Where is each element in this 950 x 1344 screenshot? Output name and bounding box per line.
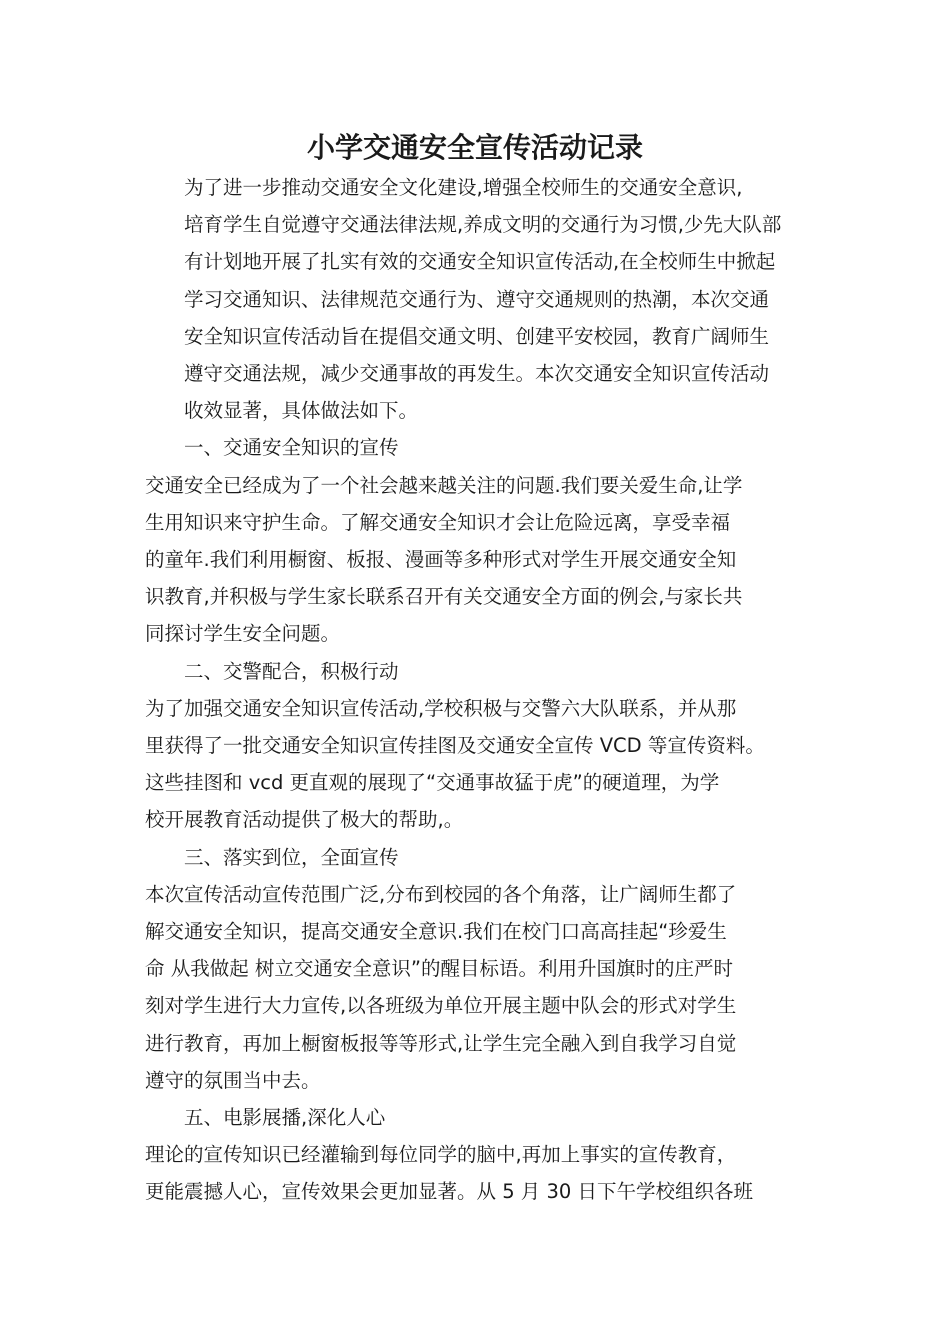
text-line: 校开展教育活动提供了极大的帮助,。 [145, 808, 464, 832]
document-title: 小学交通安全宣传活动记录 [306, 131, 643, 164]
paragraph [145, 1136, 810, 1210]
text-line: 刻对学生进行大力宣传,以各班级为单位开展主题中队会的形式对学生 [145, 994, 737, 1018]
text-line: 交通安全已经成为了一个社会越来越关注的问题.我们要关爱生命,让学 [145, 473, 743, 497]
text-line: 本次宣传活动宣传范围广泛,分布到校园的各个角落，让广阔师生都了 [145, 882, 737, 906]
text-line: 解交通安全知识，提高交通安全意识.我们在校门口高高挂起“珍爱生 [145, 920, 727, 944]
paragraph [145, 169, 810, 429]
paragraph [145, 467, 810, 653]
paragraph [145, 429, 810, 466]
text-line: 命 从我做起 树立交通安全意识”的醒目标语。利用升国旗时的庄严时 [145, 957, 733, 981]
document-body [145, 169, 810, 1211]
paragraph [145, 653, 810, 690]
text-line: 安全知识宣传活动旨在提倡交通文明、创建平安校园，教育广阔师生 [184, 324, 770, 348]
text-line: 更能震撼人心，宣传效果会更加显著。从 5 月 30 日下午学校组织各班 [145, 1180, 754, 1204]
text-line: 的童年.我们利用橱窗、板报、漫画等多种形式对学生开展交通安全知 [145, 548, 737, 572]
text-line: 培育学生自觉遵守交通法律法规,养成文明的交通行为习惯,少先大队部 [184, 213, 782, 237]
text-line: 遵守交通法规，减少交通事故的再发生。本次交通安全知识宣传活动 [184, 362, 770, 386]
text-line: 三、落实到位，全面宣传 [184, 845, 399, 869]
text-line: 进行教育，再加上橱窗板报等等形式,让学生完全融入到自我学习自觉 [145, 1031, 737, 1055]
text-line: 有计划地开展了扎实有效的交通安全知识宣传活动,在全校师生中掀起 [184, 250, 776, 274]
text-line: 五、电影展播,深化人心 [184, 1106, 386, 1130]
text-line: 二、交警配合，积极行动 [184, 659, 399, 683]
text-line: 为了进一步推动交通安全文化建设,增强全校师生的交通安全意识, [184, 176, 743, 199]
text-line: 识教育,并积极与学生家长联系召开有关交通安全方面的例会,与家长共 [145, 585, 743, 609]
text-line: 这些挂图和 vcd 更直观的展现了“交通事故猛于虎”的硬道理，为学 [145, 771, 720, 795]
paragraph [145, 839, 810, 876]
text-line: 遵守的氛围当中去。 [145, 1068, 321, 1092]
paragraph [145, 690, 810, 839]
text-line: 同探讨学生安全问题。 [145, 622, 341, 646]
text-line: 为了加强交通安全知识宣传活动,学校积极与交警六大队联系，并从那 [145, 696, 737, 720]
text-line: 里获得了一批交通安全知识宣传挂图及交通安全宣传 VCD 等宣传资料。 [145, 734, 765, 758]
paragraph [145, 1099, 810, 1136]
paragraph [145, 876, 810, 1099]
text-line: 理论的宣传知识已经灌输到每位同学的脑中,再加上事实的宣传教育， [145, 1143, 737, 1167]
text-line: 学习交通知识、法律规范交通行为、遵守交通规则的热潮，本次交通 [184, 287, 770, 311]
text-line: 一、交通安全知识的宣传 [184, 436, 399, 460]
text-line: 生用知识来守护生命。了解交通安全知识才会让危险远离，享受幸福 [145, 510, 731, 534]
text-line: 收效显著，具体做法如下。 [184, 399, 419, 423]
